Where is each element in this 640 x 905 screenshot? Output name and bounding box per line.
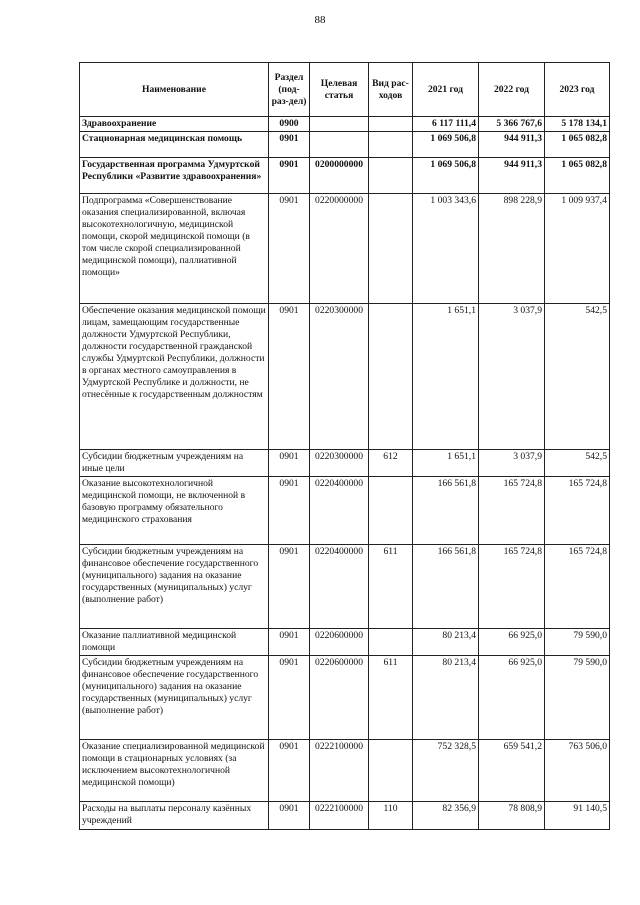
cell-name: Расходы на выплаты персоналу казённых учреждений bbox=[80, 802, 269, 830]
cell-target: 0220600000 bbox=[310, 629, 369, 656]
table-row bbox=[80, 450, 610, 477]
cell-name: Здравоохранение bbox=[80, 117, 269, 132]
cell-2021: 166 561,8 bbox=[413, 545, 479, 629]
cell-2023: 542,5 bbox=[545, 450, 610, 477]
cell-section: 0901 bbox=[269, 545, 310, 629]
cell-section: 0901 bbox=[269, 629, 310, 656]
header-target: Целевая статья bbox=[310, 63, 369, 117]
cell-2021: 1 069 506,8 bbox=[413, 132, 479, 158]
cell-target: 0222100000 bbox=[310, 740, 369, 802]
cell-2022: 5 366 767,6 bbox=[479, 117, 545, 132]
table-row bbox=[80, 304, 610, 450]
cell-name: Субсидии бюджетным учреждениям на иные цели bbox=[80, 450, 269, 477]
table-row bbox=[80, 802, 610, 830]
cell-target bbox=[310, 117, 369, 132]
page-number: 88 bbox=[314, 14, 326, 26]
cell-2021: 166 561,8 bbox=[413, 477, 479, 545]
cell-2022: 944 911,3 bbox=[479, 132, 545, 158]
cell-name: Стационарная медицинская помощь bbox=[80, 132, 269, 158]
table-row bbox=[80, 656, 610, 740]
cell-2021: 1 003 343,6 bbox=[413, 194, 479, 304]
cell-2023: 1 009 937,4 bbox=[545, 194, 610, 304]
cell-2023: 79 590,0 bbox=[545, 629, 610, 656]
cell-name: Субсидии бюджетным учреждениям на финансовое обеспечение государственного (муниципального) задания на оказание государственных (муниципальных) услуг (выполнение работ) bbox=[80, 656, 269, 740]
table-row bbox=[80, 158, 610, 194]
cell-exp-type bbox=[369, 304, 413, 450]
cell-target: 0220400000 bbox=[310, 545, 369, 629]
header-2022: 2022 год bbox=[479, 63, 545, 117]
cell-2023: 165 724,8 bbox=[545, 477, 610, 545]
table-header-row bbox=[80, 63, 610, 117]
cell-exp-type bbox=[369, 158, 413, 194]
cell-exp-type bbox=[369, 477, 413, 545]
cell-name: Оказание высокотехнологичной медицинской помощи, не включенной в базовую программу обязательного медицинского страхования bbox=[80, 477, 269, 545]
cell-section: 0901 bbox=[269, 158, 310, 194]
table-row bbox=[80, 477, 610, 545]
header-exp-type: Вид рас-ходов bbox=[369, 63, 413, 117]
cell-2023: 1 065 082,8 bbox=[545, 158, 610, 194]
cell-2021: 1 651,1 bbox=[413, 304, 479, 450]
cell-2023: 1 065 082,8 bbox=[545, 132, 610, 158]
cell-2023: 5 178 134,1 bbox=[545, 117, 610, 132]
cell-exp-type: 611 bbox=[369, 656, 413, 740]
table-body bbox=[80, 117, 610, 830]
cell-section: 0901 bbox=[269, 450, 310, 477]
header-2023: 2023 год bbox=[545, 63, 610, 117]
cell-2021: 1 651,1 bbox=[413, 450, 479, 477]
cell-section: 0901 bbox=[269, 477, 310, 545]
cell-2022: 944 911,3 bbox=[479, 158, 545, 194]
cell-target: 0220400000 bbox=[310, 477, 369, 545]
cell-2023: 79 590,0 bbox=[545, 656, 610, 740]
cell-target bbox=[310, 132, 369, 158]
cell-target: 0220300000 bbox=[310, 304, 369, 450]
cell-2022: 66 925,0 bbox=[479, 629, 545, 656]
table-row bbox=[80, 132, 610, 158]
table-row bbox=[80, 194, 610, 304]
cell-2021: 6 117 111,4 bbox=[413, 117, 479, 132]
cell-2023: 165 724,8 bbox=[545, 545, 610, 629]
cell-2021: 80 213,4 bbox=[413, 656, 479, 740]
cell-2023: 763 506,0 bbox=[545, 740, 610, 802]
cell-name: Оказание специализированной медицинской помощи в стационарных условиях (за исключением высокотехнологичной медицинской помощи) bbox=[80, 740, 269, 802]
table-row bbox=[80, 629, 610, 656]
cell-section: 0901 bbox=[269, 304, 310, 450]
cell-exp-type: 110 bbox=[369, 802, 413, 830]
cell-target: 0220600000 bbox=[310, 656, 369, 740]
cell-2023: 542,5 bbox=[545, 304, 610, 450]
header-2021: 2021 год bbox=[413, 63, 479, 117]
table-row bbox=[80, 117, 610, 132]
table-row bbox=[80, 740, 610, 802]
cell-exp-type bbox=[369, 132, 413, 158]
cell-section: 0901 bbox=[269, 656, 310, 740]
cell-2022: 78 808,9 bbox=[479, 802, 545, 830]
cell-target: 0220000000 bbox=[310, 194, 369, 304]
cell-exp-type bbox=[369, 117, 413, 132]
cell-2021: 1 069 506,8 bbox=[413, 158, 479, 194]
cell-target: 0220300000 bbox=[310, 450, 369, 477]
cell-target: 0200000000 bbox=[310, 158, 369, 194]
cell-2022: 66 925,0 bbox=[479, 656, 545, 740]
cell-name: Подпрограмма «Совершенствование оказания специализированной, включая высокотехнологичную, медицинской помощи, скорой медицинской помощи (в том числе скорой специализированной медицинской помощи), паллиативной помощи» bbox=[80, 194, 269, 304]
cell-exp-type bbox=[369, 194, 413, 304]
table-row bbox=[80, 545, 610, 629]
cell-exp-type: 611 bbox=[369, 545, 413, 629]
cell-target: 0222100000 bbox=[310, 802, 369, 830]
cell-name: Субсидии бюджетным учреждениям на финансовое обеспечение государственного (муниципального) задания на оказание государственных (муниципальных) услуг (выполнение работ) bbox=[80, 545, 269, 629]
cell-2021: 752 328,5 bbox=[413, 740, 479, 802]
cell-2022: 898 228,9 bbox=[479, 194, 545, 304]
budget-table bbox=[79, 62, 610, 830]
header-name: Наименование bbox=[80, 63, 269, 117]
cell-exp-type bbox=[369, 629, 413, 656]
cell-name: Обеспечение оказания медицинской помощи лицам, замещающим государственные должности Удмуртской Республики, должности государственной гражданской службы Удмуртской Республики, должности в органах местного самоуправления в Удмуртской Республике и должности, не отнесённые к государственным должностям bbox=[80, 304, 269, 450]
cell-2022: 3 037,9 bbox=[479, 304, 545, 450]
cell-section: 0901 bbox=[269, 802, 310, 830]
cell-name: Государственная программа Удмуртской Республики «Развитие здравоохранения» bbox=[80, 158, 269, 194]
cell-exp-type: 612 bbox=[369, 450, 413, 477]
cell-2022: 3 037,9 bbox=[479, 450, 545, 477]
cell-section: 0900 bbox=[269, 117, 310, 132]
cell-section: 0901 bbox=[269, 132, 310, 158]
cell-2021: 80 213,4 bbox=[413, 629, 479, 656]
cell-2021: 82 356,9 bbox=[413, 802, 479, 830]
cell-2022: 165 724,8 bbox=[479, 545, 545, 629]
cell-section: 0901 bbox=[269, 740, 310, 802]
cell-exp-type bbox=[369, 740, 413, 802]
cell-name: Оказание паллиативной медицинской помощи bbox=[80, 629, 269, 656]
cell-2023: 91 140,5 bbox=[545, 802, 610, 830]
cell-2022: 165 724,8 bbox=[479, 477, 545, 545]
header-section: Раздел (под-раз-дел) bbox=[269, 63, 310, 117]
cell-2022: 659 541,2 bbox=[479, 740, 545, 802]
cell-section: 0901 bbox=[269, 194, 310, 304]
